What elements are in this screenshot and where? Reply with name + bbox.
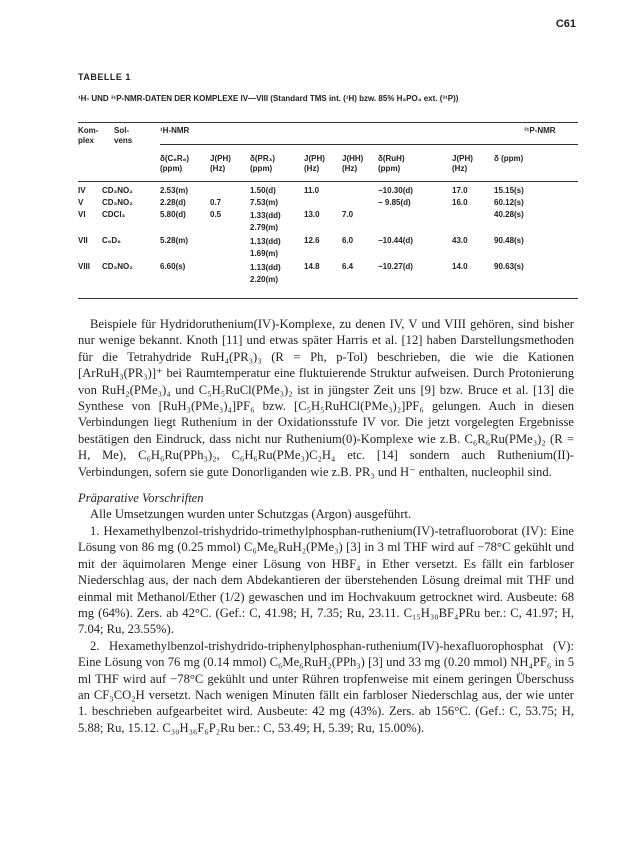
table-top-rule [78,122,578,123]
page-number: C61 [555,18,576,30]
table-cell: −10.30(d) [378,186,413,195]
paragraph: Alle Umsetzungen wurden unter Schutzgas (Argon) ausgeführt. [90,507,412,522]
table-cell: 1.13(dd) 1.69(m) [250,237,281,258]
hdr-ruh: δ(RuH) (ppm) [378,154,405,173]
paragraph: 2. Hexamethylbenzol-trishydrido-triphenylphosphan-ruthenium(IV)-hexafluorophosphat (V): Eine Lösung von 76 mg (0.14 mmol) C₆Me₆RuH₂(PPh₃) [3] und 33 mg (0.20 mmol) NH₄PF₆ in 5 ml THF wird auf −78°C gekühlt und unter Rühren tropfenweise mit einem geringen Überschuss an CF₃CO₂H versetzt. Nach wenigen Minuten fällt ein farbloser Niederschlag aus, der wie unter 1. beschrieben aufgearbeitet wird. Ausbeute: 42 mg (43%). Zers. ab 156°C. (Gef.: C, 53.75; H, 5.88; Ru, 15.12. C₃₀H₃₆F₆P₂Ru ber.: C, 53.49; H, 5.39; Ru, 15.00%). [78,638,574,735]
hdr-pr3: δ(PR₃) (ppm) [250,154,275,173]
table-cell: − 9.85(d) [378,198,411,207]
table-cell: −10.44(d) [378,236,413,245]
table-cell: 17.0 [452,186,468,195]
table-cell: VI [78,210,86,219]
table-cell: 15.15(s) [494,186,524,195]
table-cell: 6.0 [342,236,354,245]
hdr-p: δ (ppm) [494,154,524,163]
table-cell: 14.8 [304,262,320,271]
table-cell: 16.0 [452,198,468,207]
table-label: TABELLE 1 [78,72,131,82]
hdr-c6r6: δ(C₆R₆) (ppm) [160,154,189,173]
group-h-nmr: ¹H-NMR [160,126,190,135]
table-cell: 11.0 [304,186,320,195]
table-cell: IV [78,186,86,195]
table-cell: CD₃NO₂ [102,198,133,207]
table-cell: 1.13(dd) 2.20(m) [250,263,281,284]
table-cell: 0.5 [210,210,222,219]
table-header-rule [78,181,578,182]
table-cell: 40.28(s) [494,210,524,219]
table-cell: 0.7 [210,198,222,207]
table-cell: 5.28(m) [160,236,189,245]
col-solvens: Sol- vens [114,126,133,145]
table-cell: 2.53(m) [160,186,189,195]
table-cell: 13.0 [304,210,320,219]
table-cell: CD₃NO₂ [102,262,133,271]
table-cell: VIII [78,262,91,271]
col-komplex: Kom- plex [78,126,99,145]
hdr-jph3: J(PH) (Hz) [452,154,473,173]
table-cell: 7.53(m) [250,198,279,207]
table-cell: 1.33(dd) 2.79(m) [250,211,281,232]
table-header [78,126,578,186]
group-p-nmr: ³¹P-NMR [524,126,556,135]
table-cell: −10.27(d) [378,262,413,271]
table-cell: 6.4 [342,262,354,271]
hdr-jhh: J(HH) (Hz) [342,154,364,173]
hdr-jph1: J(PH) (Hz) [210,154,231,173]
section-title: Präparative Vorschriften [78,491,204,506]
table-cell: 1.50(d) [250,186,276,195]
table-cell: CDCl₃ [102,210,126,219]
table-caption: ¹H- UND ³¹P-NMR-DATEN DER KOMPLEXE IV—VIII (Standard TMS int. (¹H) bzw. 85% H₃PO₄ ext. (³¹P)) [78,94,459,103]
table-cell: 90.48(s) [494,236,524,245]
table-cell: V [78,198,84,207]
table-sub-rule [160,144,578,145]
table-cell: 6.60(s) [160,262,186,271]
article-body [78,316,574,736]
table-cell: 43.0 [452,236,468,245]
table-body [78,186,578,296]
table-cell: 60.12(s) [494,198,524,207]
table-cell: VII [78,236,88,245]
table-cell: 90.63(s) [494,262,524,271]
paragraph: Beispiele für Hydridoruthenium(IV)-Komplexe, zu denen IV, V und VIII gehören, sind bisher nur wenige bekannt. Knoth [11] und etwas später Harris et al. [12] haben Darstellungsmethoden für die Tetrahydride RuH₄(PR₃)₃ (R = Ph, p-Tol) beschrieben, die wie die Kationen [ArRuH₃(PR₃)]⁺ bei Raumtemperatur eine fluktuierende Struktur aufweisen. Durch Protonierung von RuH₂(PMe₃)₄ und C₅H₅RuCl(PMe₃)₂ ist in jüngster Zeit uns [9] bzw. Bruce et al. [13] die Synthese von [RuH₃(PMe₃)₄]PF₆ bzw. [C₅H₅RuHCl(PMe₃)₂]PF₆ gelungen. Auch in diesen Verbindungen liegt Ruthenium in der Oxidationsstufe IV vor. Die jetzt vorgelegten Ergebnisse bestätigen den Eindruck, dass nicht nur Ruthenium(0)-Komplexe wie z.B. C₆R₆Ru(PMe₃)₂ (R = H, Me), C₆H₆Ru(PPh₃)₂, C₆H₆Ru(PMe₃)C₂H₄ etc. [14] sondern auch Ruthenium(II)-Verbindungen, sofern sie gute Donorliganden wie z.B. PR₃ und H⁻ enthalten, nucleophil sind. [78,317,574,479]
table-cell: 7.0 [342,210,354,219]
table-cell: CD₃NO₂ [102,186,133,195]
table-cell: C₆D₆ [102,236,121,245]
table-cell: 5.80(d) [160,210,186,219]
hdr-jph2: J(PH) (Hz) [304,154,325,173]
table-cell: 14.0 [452,262,468,271]
table-cell: 2.28(d) [160,198,186,207]
table-cell: 12.6 [304,236,320,245]
table-bottom-rule [78,298,578,299]
paragraph: 1. Hexamethylbenzol-trishydrido-trimethylphosphan-ruthenium(IV)-tetrafluoroborat (IV): Eine Lösung von 86 mg (0.25 mmol) C₆Me₆RuH₂(PMe₃) [3] in 3 ml THF wird auf −78°C gekühlt und mit der äquimolaren Menge einer Lösung von HBF₄ in Ether versetzt. Es fällt ein farbloser Niederschlag aus, der nach dem Abdekantieren der überstehenden Lösung dreimal mit THF und einmal mit Methanol/Ether (1/2) gewaschen und im Hochvakuum getrocknet wird. Ausbeute: 68 mg (64%). Zers. ab 42°C. (Gef.: C, 41.98; H, 7.35; Ru, 23.11. C₁₅H₃₀BF₄PRu ber.: C, 41.97; H, 7.04; Ru, 23.55%). [78,523,574,637]
